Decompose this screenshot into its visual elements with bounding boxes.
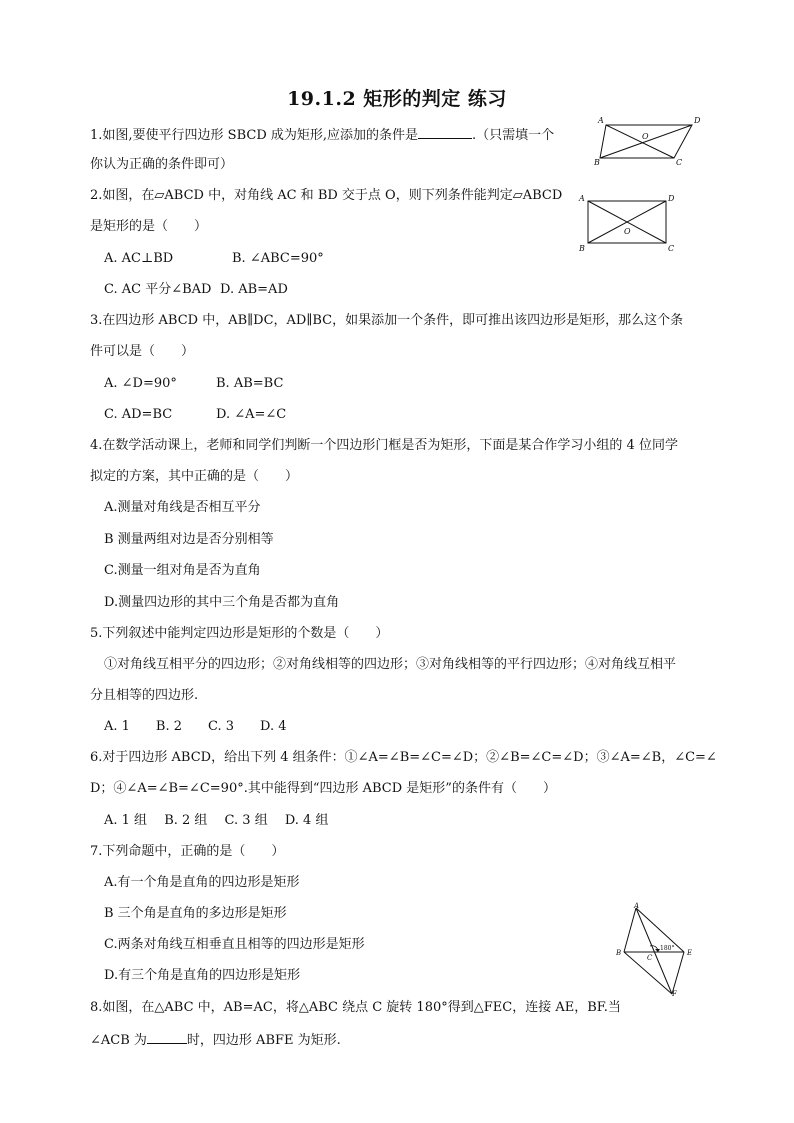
fig1-label-b: B — [594, 158, 600, 166]
fig1-label-c: C — [676, 158, 683, 166]
q3-line2: 件可以是（ ） — [90, 344, 195, 359]
q8-line1: 8.如图，在△ABC 中，AB=AC，将△ABC 绕点 C 旋转 180°得到△FEC，连接 AE，BF.当 — [90, 1000, 621, 1015]
q8-text-b: 时，四边形 ABFE 为矩形. — [186, 1033, 341, 1048]
fig2-label-b: B — [579, 244, 585, 253]
fig2-label-a: A — [579, 194, 585, 203]
q8-text-a: ∠ACB 为 — [90, 1033, 147, 1048]
fig3-label-e: E — [687, 949, 693, 957]
q2-line1: 2.如图，在▱ABCD 中，对角线 AC 和 BD 交于点 O，则下列条件能判定▱ABCD — [90, 188, 563, 203]
q2-line2: 是矩形的是（ ） — [90, 219, 208, 234]
q5-line2: ①对角线互相平分的四边形；②对角线相等的四边形；③对角线相等的平行四边形；④对角线互相平 — [104, 657, 677, 672]
figure-rectangle — [576, 192, 680, 258]
q1-line1 — [90, 125, 554, 145]
q7-option-c: C.两条对角线互相垂直且相等的四边形是矩形 — [104, 937, 365, 952]
q3-option-c: C. AD=BC — [104, 407, 173, 422]
fig3-label-a: A — [634, 902, 640, 910]
fig2-label-c: C — [668, 244, 675, 253]
q7-line1: 7.下列命题中，正确的是（ ） — [90, 844, 285, 859]
figure-rotation — [614, 902, 704, 1002]
fig1-label-d: D — [694, 116, 701, 125]
q5-line1: 5.下列叙述中能判定四边形是矩形的个数是（ ） — [90, 626, 389, 641]
q3-option-a: A. ∠D=90° — [104, 376, 177, 391]
q7-option-d: D.有三个角是直角的四边形是矩形 — [104, 968, 301, 983]
q8-line2 — [90, 1030, 341, 1050]
page-title: 19.1.2 矩形的判定 练习 — [287, 88, 507, 110]
q1-answer-blank[interactable] — [418, 125, 472, 139]
q2-option-b: B. ∠ABC=90° — [232, 251, 324, 266]
q2-option-d: D. AB=AD — [220, 282, 288, 297]
q7-option-b: B 三个角是直角的多边形是矩形 — [104, 906, 287, 921]
q3-option-d: D. ∠A=∠C — [216, 407, 287, 422]
q8-answer-blank[interactable] — [147, 1030, 187, 1044]
figure-parallelogram — [594, 114, 704, 170]
q4-option-b: B 测量两组对边是否分别相等 — [104, 532, 274, 547]
q1-line2: 你认为正确的条件即可） — [90, 157, 234, 172]
q4-option-a: A.测量对角线是否相互平分 — [104, 500, 261, 515]
q4-option-d: D.测量四边形的其中三个角是否都为直角 — [104, 595, 340, 610]
fig1-label-o: O — [642, 132, 649, 141]
q5-options: A. 1 B. 2 C. 3 D. 4 — [104, 719, 287, 734]
q3-option-b: B. AB=BC — [216, 376, 284, 391]
q1-text-b: .（只需填一个 — [472, 128, 555, 143]
q6-line2: D；④∠A=∠B=∠C=90°.其中能得到“四边形 ABCD 是矩形”的条件有（ ） — [90, 781, 556, 796]
fig3-label-b: B — [616, 949, 622, 957]
q6-line1: 6.对于四边形 ABCD，给出下列 4 组条件：①∠A=∠B=∠C=∠D；②∠B=∠C=∠D；③∠A=∠B，∠C=∠ — [90, 750, 717, 765]
fig3-label-f: F — [672, 990, 677, 998]
fig2-label-d: D — [668, 194, 675, 203]
q4-line1: 4.在数学活动课上，老师和同学们判断一个四边形门框是否为矩形，下面是某合作学习小组的 4 位同学 — [90, 438, 678, 453]
fig2-label-o: O — [624, 227, 631, 236]
fig1-label-a: A — [598, 116, 604, 125]
q1-text-a: 1.如图,要使平行四边形 SBCD 成为矩形,应添加的条件是 — [90, 128, 419, 143]
q3-line1: 3.在四边形 ABCD 中，AB∥DC，AD∥BC，如果添加一个条件，即可推出该四边形是矩形，那么这个条 — [90, 313, 684, 328]
q2-option-a: A. AC⊥BD — [104, 251, 174, 266]
q4-option-c: C.测量一组对角是否为直角 — [104, 563, 261, 578]
q2-option-c: C. AC 平分∠BAD — [104, 282, 212, 297]
q7-option-a: A.有一个角是直角的四边形是矩形 — [104, 875, 300, 890]
fig3-angle-label: 180° — [660, 945, 675, 952]
q6-options: A. 1 组 B. 2 组 C. 3 组 D. 4 组 — [104, 813, 329, 828]
q5-line3: 分且相等的四边形. — [90, 688, 199, 703]
fig3-label-c: C — [647, 954, 653, 962]
q4-line2: 拟定的方案，其中正确的是（ ） — [90, 469, 299, 484]
